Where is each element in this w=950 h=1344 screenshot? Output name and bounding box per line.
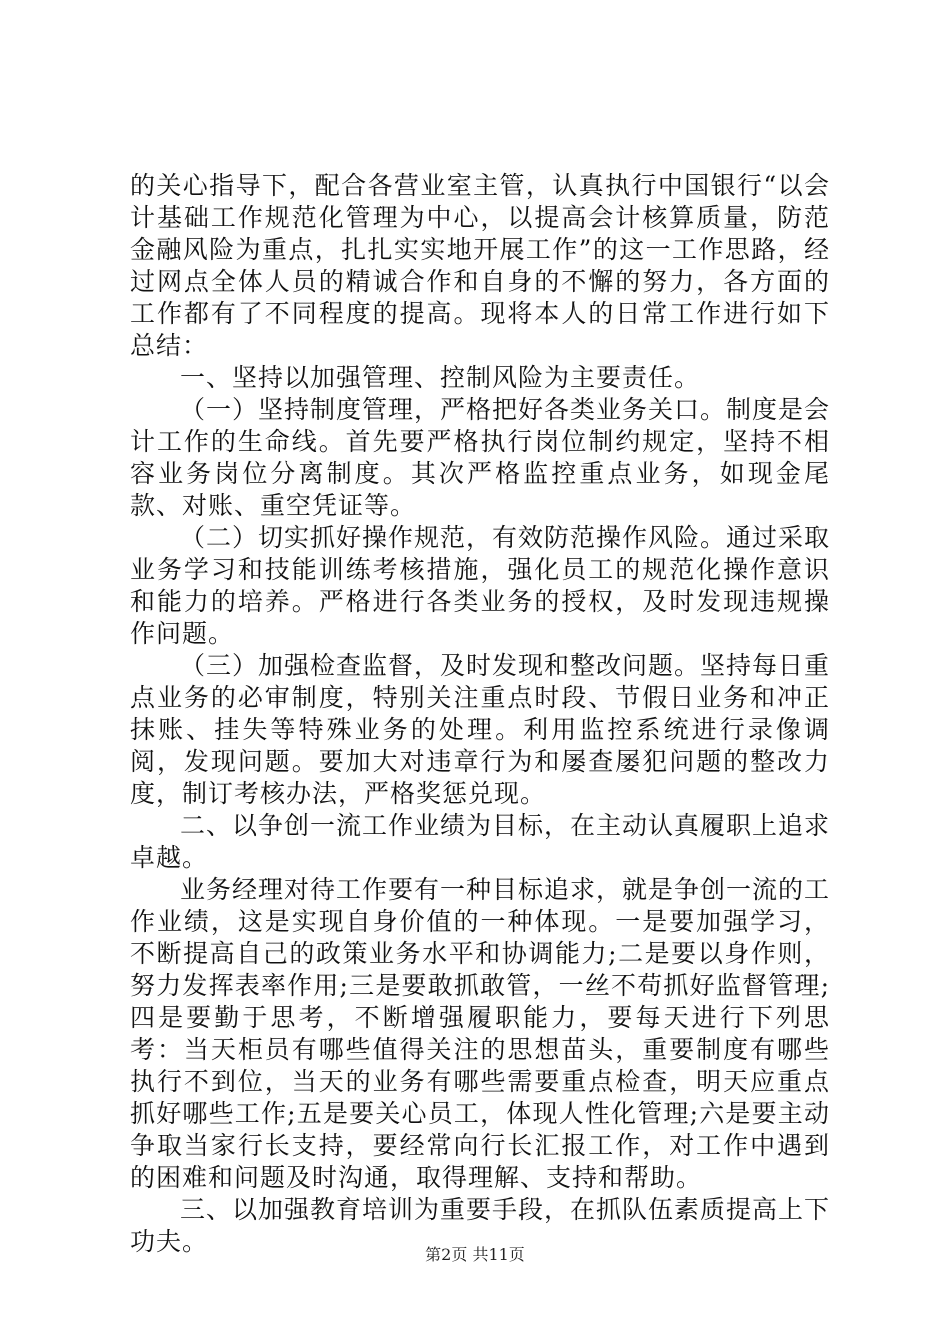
paragraph-section-2-body: 业务经理对待工作要有一种目标追求，就是争创一流的工作业绩，这是实现自身价值的一种体现。一是要加强学习，不断提高自己的政策业务水平和协调能力;二是要以身作则，努力发挥表率作用;三是要敢抓敢管，一丝不苟抓好监督管理;四是要勤于思考，不断增强履职能力，要每天进行下列思考：当天柜员有哪些值得关注的思想苗头，重要制度有哪些执行不到位，当天的业务有哪些需要重点检查，明天应重点抓好哪些工作;五是要关心员工，体现人性化管理;六是要主动争取当家行长支持，要经常向行长汇报工作，对工作中遇到的困难和问题及时沟通，取得理解、支持和帮助。	[130, 875, 831, 1192]
section-heading-1: 一、坚持以加强管理、控制风险为主要责任。	[180, 363, 701, 392]
document-body	[130, 170, 830, 1258]
paragraph-item-2: （二）切实抓好操作规范，有效防范操作风险。通过采取业务学习和技能训练考核措施，强化员工的规范化操作意识和能力的培养。严格进行各类业务的授权，及时发现违规操作问题。	[130, 523, 831, 648]
page-number: 第2页 共11页	[425, 1245, 525, 1264]
section-heading-2: 二、以争创一流工作业绩为目标，在主动认真履职上追求卓越。	[130, 811, 831, 872]
paragraph-continuation: 的关心指导下，配合各营业室主管，认真执行中国银行“以会计基础工作规范化管理为中心，以提高会计核算质量，防范金融风险为重点，扎扎实实地开展工作”的这一工作思路，经过网点全体人员的精诚合作和自身的不懈的努力，各方面的工作都有了不同程度的提高。现将本人的日常工作进行如下总结：	[130, 171, 830, 360]
paragraph-item-1: （一）坚持制度管理，严格把好各类业务关口。制度是会计工作的生命线。首先要严格执行岗位制约规定，坚持不相容业务岗位分离制度。其次严格监控重点业务，如现金尾款、对账、重空凭证等。	[130, 395, 831, 520]
paragraph-item-3: （三）加强检查监督，及时发现和整改问题。坚持每日重点业务的必审制度，特别关注重点时段、节假日业务和冲正抹账、挂失等特殊业务的处理。利用监控系统进行录像调阅，发现问题。要加大对违章行为和屡查屡犯问题的整改力度，制订考核办法，严格奖惩兑现。	[130, 651, 831, 808]
section-heading-3: 三、以加强教育培训为重要手段，在抓队伍素质提高上下功夫。	[130, 1195, 831, 1256]
